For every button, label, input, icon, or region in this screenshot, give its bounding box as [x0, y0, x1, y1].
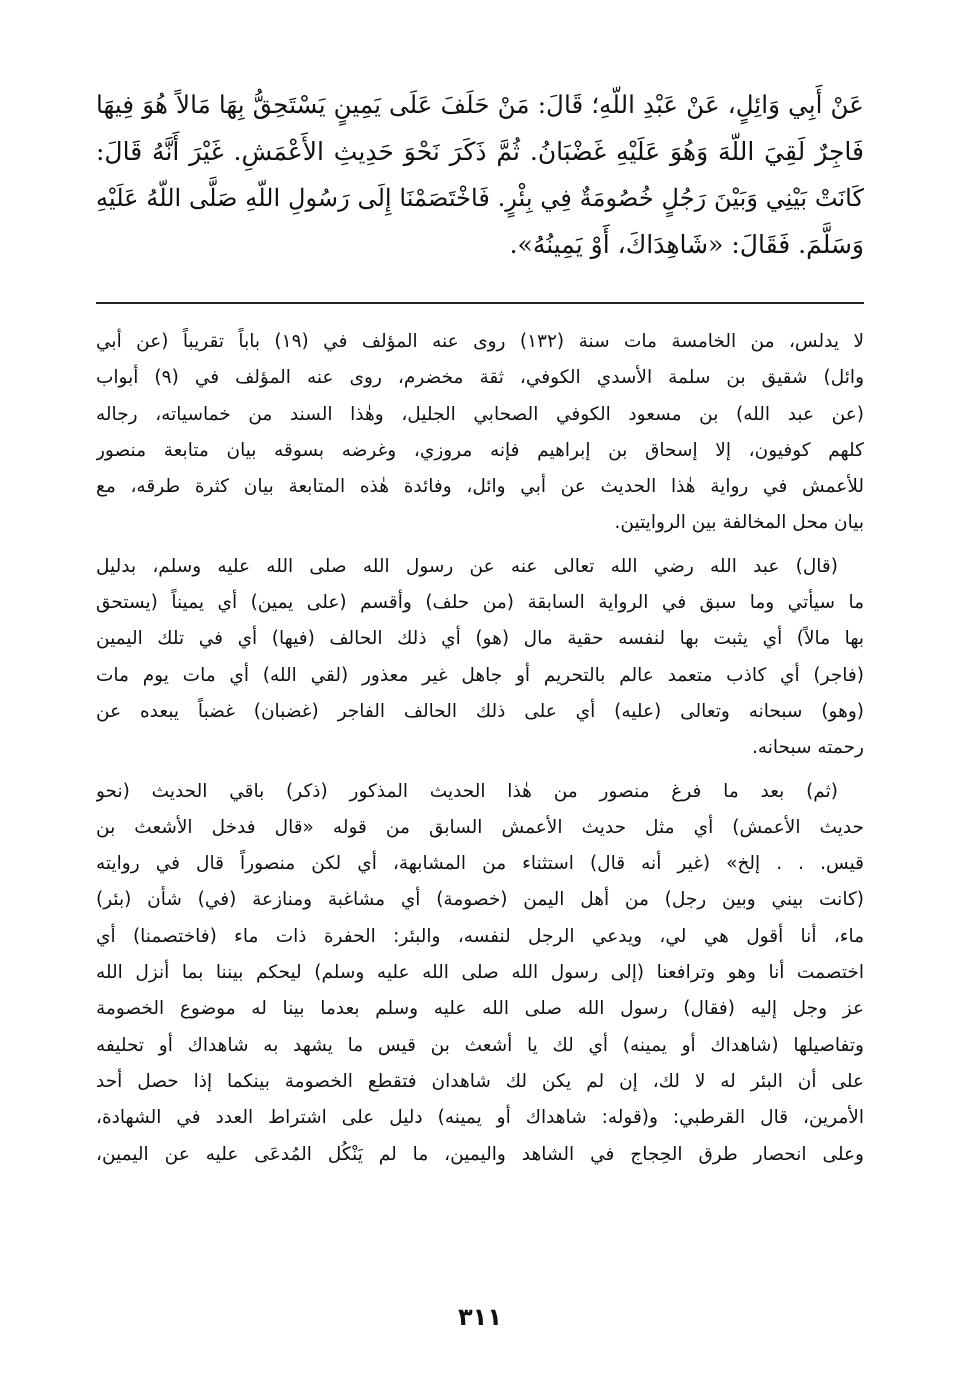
hadith-line: وَسَلَّمَ. فَقَالَ: «شَاهِدَاكَ، أَوْ يَمِينُهُ». [509, 229, 864, 259]
commentary-line: رحمته سبحانه. [751, 737, 864, 759]
commentary-block [96, 324, 864, 1180]
hadith-text-block [96, 78, 864, 268]
commentary-line: اختصمت أنا وهو وترافعنا (إلى رسول الله صلى الله عليه وسلم) ليحكم بيننا بما أنزل الله [96, 962, 864, 984]
commentary-line: (وهو) سبحانه وتعالى (عليه) أي على ذلك الحالف الفاجر (غضبان) غضباً يبعده عن [96, 700, 864, 722]
commentary-line: الأمرين، قال القرطبي: و(قوله: شاهداك أو يمينه) دليل على اشتراط العدد في الشهادة، [96, 1107, 864, 1129]
hadith-line: فَاجِرٌ لَقِيَ اللّهَ وَهُوَ عَلَيْهِ غَضْبَانُ. ثُمَّ ذَكَرَ نَحْوَ حَدِيثِ الأَعْمَشِ. غَيْرَ أَنَّهُ قَالَ: [96, 136, 864, 166]
commentary-line: (كانت بيني وبين رجل) من أهل اليمن (خصومة) أي مشاغبة ومنازعة (في) شأن (بئر) [96, 889, 864, 911]
hadith-line: كَانَتْ بَيْنِي وَبَيْنَ رَجُلٍ خُصُومَةٌ فِي بِئْرٍ. فَاخْتَصَمْنَا إِلَى رَسُولِ اللّهِ صَلَّى اللّهُ عَلَيْهِ [96, 184, 864, 212]
commentary-line: وعلى انحصار طرق الحِجاج في الشاهد واليمين، ما لم يَنْكُل المُدعَى عليه عن اليمين، [96, 1143, 864, 1165]
commentary-line: (قال) عبد الله رضي الله تعالى عنه عن رسول الله صلى الله عليه وسلم، بدليل [96, 555, 838, 577]
commentary-line: وائل) شقيق بن سلمة الأسدي الكوفي، ثقة مخضرم، روى عنه المؤلف في (٩) أبواب [96, 367, 864, 389]
commentary-paragraph [96, 774, 864, 1173]
commentary-line: وتفاصيلها (شاهداك أو يمينه) أي لك يا أشعث بن قيس ما يشهد به شاهداك أو تحليفه [96, 1034, 864, 1056]
commentary-line: للأعمش في رواية هٰذا الحديث عن أبي وائل، وفائدة هٰذه المتابعة بيان كثرة طرقه، مع [96, 476, 864, 498]
commentary-line: قيس. . . إلخ» (غير أنه قال) استثناء من المشابهة، أي لكن منصوراً قال في روايته [96, 853, 864, 875]
commentary-line: على أن البئر له لا لك، إن لم يكن لك شاهدان فتقطع الخصومة بينكما إذا حصل أحد [96, 1070, 864, 1092]
commentary-paragraph [96, 549, 864, 767]
commentary-line: ما سيأتي وما سبق في الرواية السابقة (من حلف) وأقسم (على يمين) أي يميناً (يستحق [96, 592, 864, 614]
commentary-line: لا يدلس، من الخامسة مات سنة (١٣٢) روى عنه المؤلف في (١٩) باباً تقريباً (عن أبي [96, 331, 864, 352]
footnote-divider [96, 302, 864, 304]
commentary-line: كلهم كوفيون، إلا إسحاق بن إبراهيم فإنه مروزي، وغرضه بسوقه بيان متابعة منصور [96, 439, 864, 461]
commentary-line: بها مالاً) أي يثبت بها لنفسه حقية مال (هو) أي ذلك الحالف (فيها) أي في تلك اليمين [96, 628, 864, 650]
commentary-line: حديث الأعمش) أي مثل حديث الأعمش السابق من قوله «قال فدخل الأشعث بن [96, 816, 864, 838]
commentary-line: (ثم) بعد ما فرغ منصور من هٰذا الحديث المذكور (ذكر) باقي الحديث (نحو [96, 780, 838, 802]
hadith-line: عَنْ أَبِي وَائِلٍ، عَنْ عَبْدِ اللّهِ؛ قَالَ: مَنْ حَلَفَ عَلَى يَمِينٍ يَسْتَحِقُّ بِهَا مَالاً هُوَ فِيهَا [96, 90, 864, 119]
commentary-line: بيان محل المخالفة بين الروايتين. [614, 512, 864, 534]
commentary-line: (عن عبد الله) بن مسعود الكوفي الصحابي الجليل، وهٰذا السند من خماسياته، رجاله [96, 403, 864, 425]
commentary-line: (فاجر) أي كاذب متعمد عالم بالتحريم أو جاهل غير معذور (لقي الله) أي مات يوم مات [96, 664, 864, 686]
book-page [96, 78, 864, 1368]
commentary-paragraph [96, 324, 864, 542]
commentary-line: عز وجل إليه (فقال) رسول الله صلى الله عليه وسلم بعدما بينا له موضوع الخصومة [96, 998, 864, 1020]
page-number: ٣١١ [458, 1303, 502, 1331]
commentary-line: ماء، أنا أقول هي لي، ويدعي الرجل لنفسه، والبئر: الحفرة ذات ماء (فاختصمنا) أي [96, 925, 864, 947]
